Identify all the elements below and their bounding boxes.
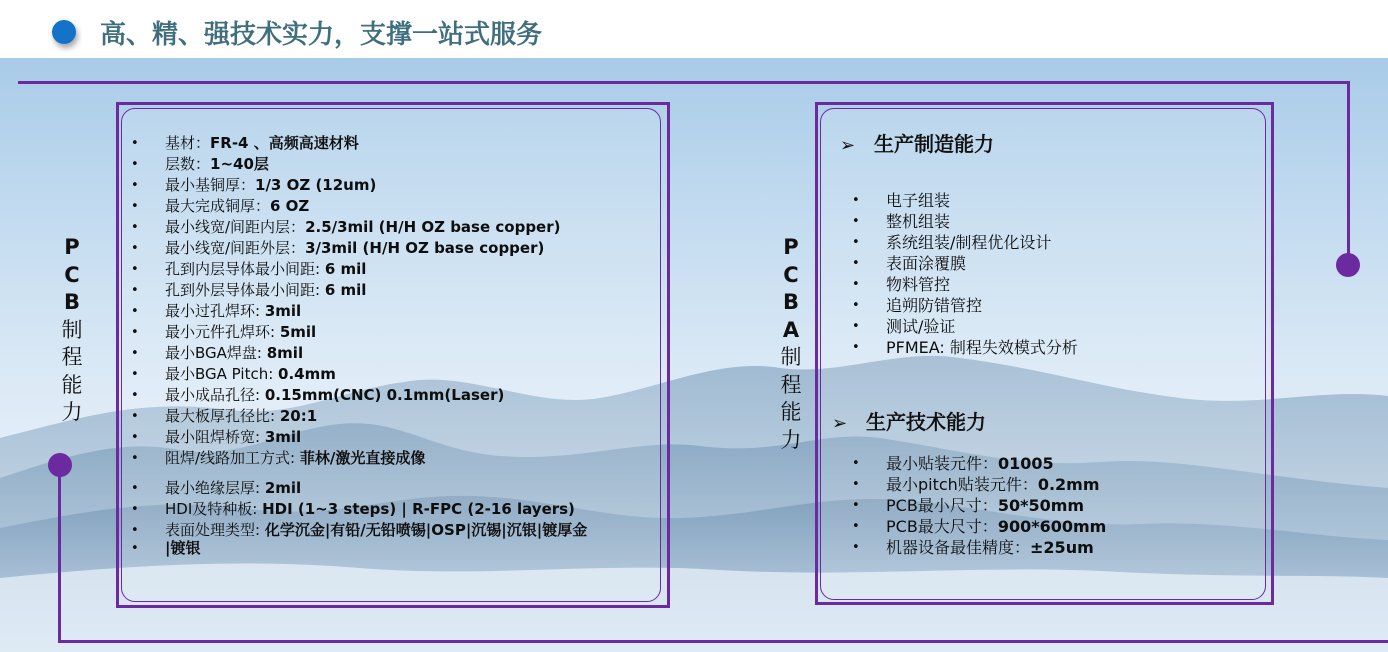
list-item: • 最大板厚孔径比: 20:1 xyxy=(131,406,587,427)
list-item: • 最小贴装元件：01005 xyxy=(852,453,1106,474)
connector-node-left xyxy=(48,453,72,477)
list-item: • 最小线宽/间距外层：3/3mil (H/H OZ base copper) xyxy=(131,238,587,259)
list-item: • 孔到内层导体最小间距: 6 mil xyxy=(131,259,587,280)
list-item: • 最小线宽/间距内层：2.5/3mil (H/H OZ base copper) xyxy=(131,217,587,238)
left-connector-line xyxy=(58,465,61,643)
list-item: • 系统组装/制程优化设计 xyxy=(852,232,1078,253)
list-item: • 机器设备最佳精度：±25um xyxy=(852,537,1106,558)
pcb-capability-list xyxy=(131,133,587,559)
technology-list xyxy=(852,453,1106,558)
arrow-bullet-icon: ➢ xyxy=(832,413,848,434)
list-item: • 层数：1~40层 xyxy=(131,154,587,175)
list-item: • 测试/验证 xyxy=(852,316,1078,337)
list-item: • 最小阻焊桥宽: 3mil xyxy=(131,427,587,448)
list-item: • 电子组装 xyxy=(852,190,1078,211)
pcba-label-char: 程 xyxy=(780,372,802,397)
list-item: • 最小元件孔焊环: 5mil xyxy=(131,322,587,343)
list-item: • PCB最小尺寸：50*50mm xyxy=(852,495,1106,516)
pcb-label-char: C xyxy=(64,262,80,287)
list-item: • PFMEA: 制程失效模式分析 xyxy=(852,337,1078,358)
list-item: • 物料管控 xyxy=(852,274,1078,295)
list-item: • PCB最大尺寸：900*600mm xyxy=(852,516,1106,537)
list-item-continuation: • |镀银 xyxy=(131,538,587,559)
list-item: • 最小基铜厚：1/3 OZ (12um) xyxy=(131,175,587,196)
pcb-label-char: B xyxy=(63,290,80,314)
list-item: • 表面处理类型: 化学沉金|有铅/无铅喷锡|OSP|沉锡|沉银|镀厚金 xyxy=(131,520,587,541)
right-connector-line xyxy=(1347,81,1350,265)
arrow-bullet-icon: ➢ xyxy=(840,135,856,156)
list-item: • 最大完成铜厚：6 OZ xyxy=(131,196,587,217)
list-item: • 整机组装 xyxy=(852,211,1078,232)
pcba-vertical-label xyxy=(776,234,806,454)
list-item: • 最小成品孔径: 0.15mm(CNC) 0.1mm(Laser) xyxy=(131,385,587,406)
list-item: • 阻焊/线路加工方式: 菲林/激光直接成像 xyxy=(131,448,587,469)
pcba-label-char: A xyxy=(782,317,800,342)
list-item: • 表面涂覆膜 xyxy=(852,253,1078,274)
list-item: • HDI及特种板: HDI (1~3 steps) | R-FPC (2-16 layers) xyxy=(131,499,587,520)
page-title: 高、精、强技术实力，支撑一站式服务 xyxy=(100,20,543,50)
pcb-label-char: 程 xyxy=(61,345,83,369)
pcb-label-char: 制 xyxy=(61,317,83,342)
manufacturing-heading: ➢ 生产制造能力 xyxy=(840,132,994,156)
list-item: • 基材：FR-4 、高频高速材料 xyxy=(131,133,587,154)
pcba-label-char: P xyxy=(783,235,799,259)
bullet-dot-icon xyxy=(52,20,76,44)
connector-node-right xyxy=(1336,253,1360,277)
list-item: • 最小pitch贴装元件：0.2mm xyxy=(852,474,1106,495)
pcb-label-char: 力 xyxy=(61,400,83,424)
list-item: • 最小过孔焊环: 3mil xyxy=(131,301,587,322)
list-item: • 孔到外层导体最小间距: 6 mil xyxy=(131,280,587,301)
pcba-label-char: C xyxy=(783,262,799,287)
pcba-label-char: 制 xyxy=(780,345,802,369)
pcba-label-char: 能 xyxy=(780,400,802,424)
list-item: • 追朔防错管控 xyxy=(852,295,1078,316)
header-bar xyxy=(0,0,1388,58)
top-connector-line xyxy=(18,81,1350,84)
pcb-label-char: 能 xyxy=(61,372,83,397)
bottom-connector-line xyxy=(58,640,1388,643)
pcba-label-char: B xyxy=(782,290,799,314)
pcb-label-char: P xyxy=(64,235,80,259)
pcb-vertical-label xyxy=(57,234,87,427)
technology-heading: ➢ 生产技术能力 xyxy=(832,410,986,434)
list-item: • 最小绝缘层厚: 2mil xyxy=(131,478,587,499)
list-item: • 最小BGA Pitch: 0.4mm xyxy=(131,364,587,385)
list-item: • 最小BGA焊盘: 8mil xyxy=(131,343,587,364)
pcba-label-char: 力 xyxy=(780,427,802,452)
manufacturing-list xyxy=(852,190,1078,358)
